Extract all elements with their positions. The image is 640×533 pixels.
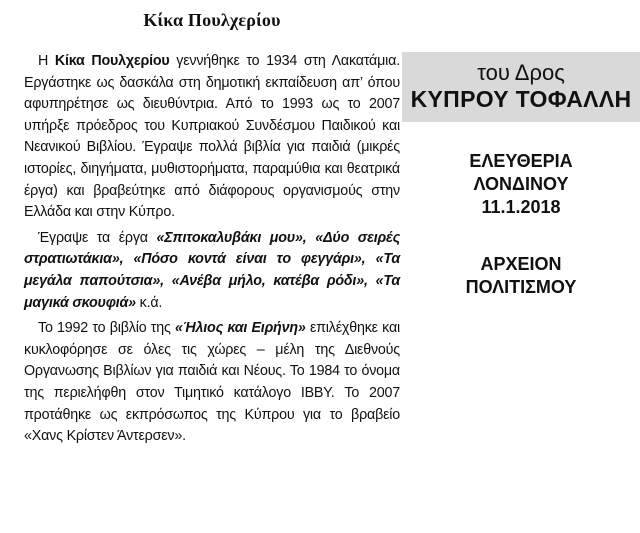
- author-banner: [402, 52, 640, 122]
- separator: ,: [363, 272, 376, 289]
- separator: ,: [361, 251, 376, 268]
- work-title: «Πόσο κοντά είναι το φεγγάρι»: [133, 251, 362, 268]
- archive-line1: ΑΡΧΕΙΟΝ: [480, 254, 562, 274]
- paragraph-biography: [24, 51, 400, 224]
- sidebar: [402, 52, 640, 299]
- text: γεννήθηκε το 1934 στη Λακατάμια. Εργάστηκε ως δασκάλα στη δημοτική εκπαίδευση απ’ όπου αφυπηρέτησε ως διευθύντρια. Από το 1993 ως το 2007 υπήρξε πρόεδρος του Κυπριακού Συνδέσμου Παιδικού και Νεανικού Βιβλίου. Έγραψε πολλά βιβλία για παιδιά (μικρές ιστορίες, διηγήματα, μυθιστορήματα, παραμύθια και θεατρικά έργα) και βραβεύτηκε από διάφορους οργανισμούς στην Ελλάδα και στην Κύπρο.: [24, 53, 400, 221]
- publication-date: 11.1.2018: [481, 197, 561, 217]
- paragraph-awards: [24, 318, 400, 448]
- separator: ,: [302, 229, 316, 246]
- author-name: Κίκα Πουλχερίου: [54, 53, 170, 69]
- publication-name-line2: ΛΟΝΔΙΝΟΥ: [473, 174, 569, 194]
- archive-line2: ΠΟΛΙΤΙΣΜΟΥ: [465, 277, 577, 297]
- text: Το 1992 το βιβλίο της: [38, 320, 176, 337]
- work-title: «Ήλιος και Ειρήνη»: [175, 320, 306, 337]
- article: [24, 10, 400, 452]
- work-title: «Ανέβα μήλο, κατέβα ρόδι»: [171, 272, 364, 289]
- article-title: Κίκα Πουλχερίου: [143, 10, 281, 30]
- separator: ,: [119, 251, 134, 268]
- text: Η: [38, 53, 55, 69]
- work-title: «Τα μεγάλα παπούτσια»: [24, 251, 401, 289]
- publication-info: [402, 150, 640, 219]
- archive-label: [402, 253, 640, 299]
- work-title: «Τα μαγικά σκουφιά»: [24, 272, 401, 311]
- work-title: «Δύο σειρές στρατιωτάκια»: [24, 229, 400, 268]
- author-name-banner: ΚΥΠΡΟΥ ΤΟΦΑΛΛΗ: [410, 86, 632, 112]
- text: Έγραψε τα έργα: [38, 229, 157, 246]
- paragraph-works: [24, 228, 400, 314]
- publication-name-line1: ΕΛΕΥΘΕΡΙΑ: [469, 151, 573, 171]
- text: κ.ά.: [135, 294, 163, 311]
- separator: ,: [160, 272, 172, 289]
- work-title: «Σπιτοκαλυβάκι μου»: [156, 229, 303, 246]
- author-prefix: του Δρος: [477, 60, 565, 85]
- text: επιλέχθηκε και κυκλοφόρησε σε όλες τις χώρες – μέλη της Διεθνούς Οργανωσης Βιβλίων για παιδιά και Νέους. Το 1984 το όνομα της περιελήφθη στον Τιμητικό κατάλογο IBBY. Το 2007 προτάθηκε ως εκπρόσωπος της Κύπρου για το βραβείο «Χανς Κρίστεν Άντερσεν».: [24, 320, 400, 445]
